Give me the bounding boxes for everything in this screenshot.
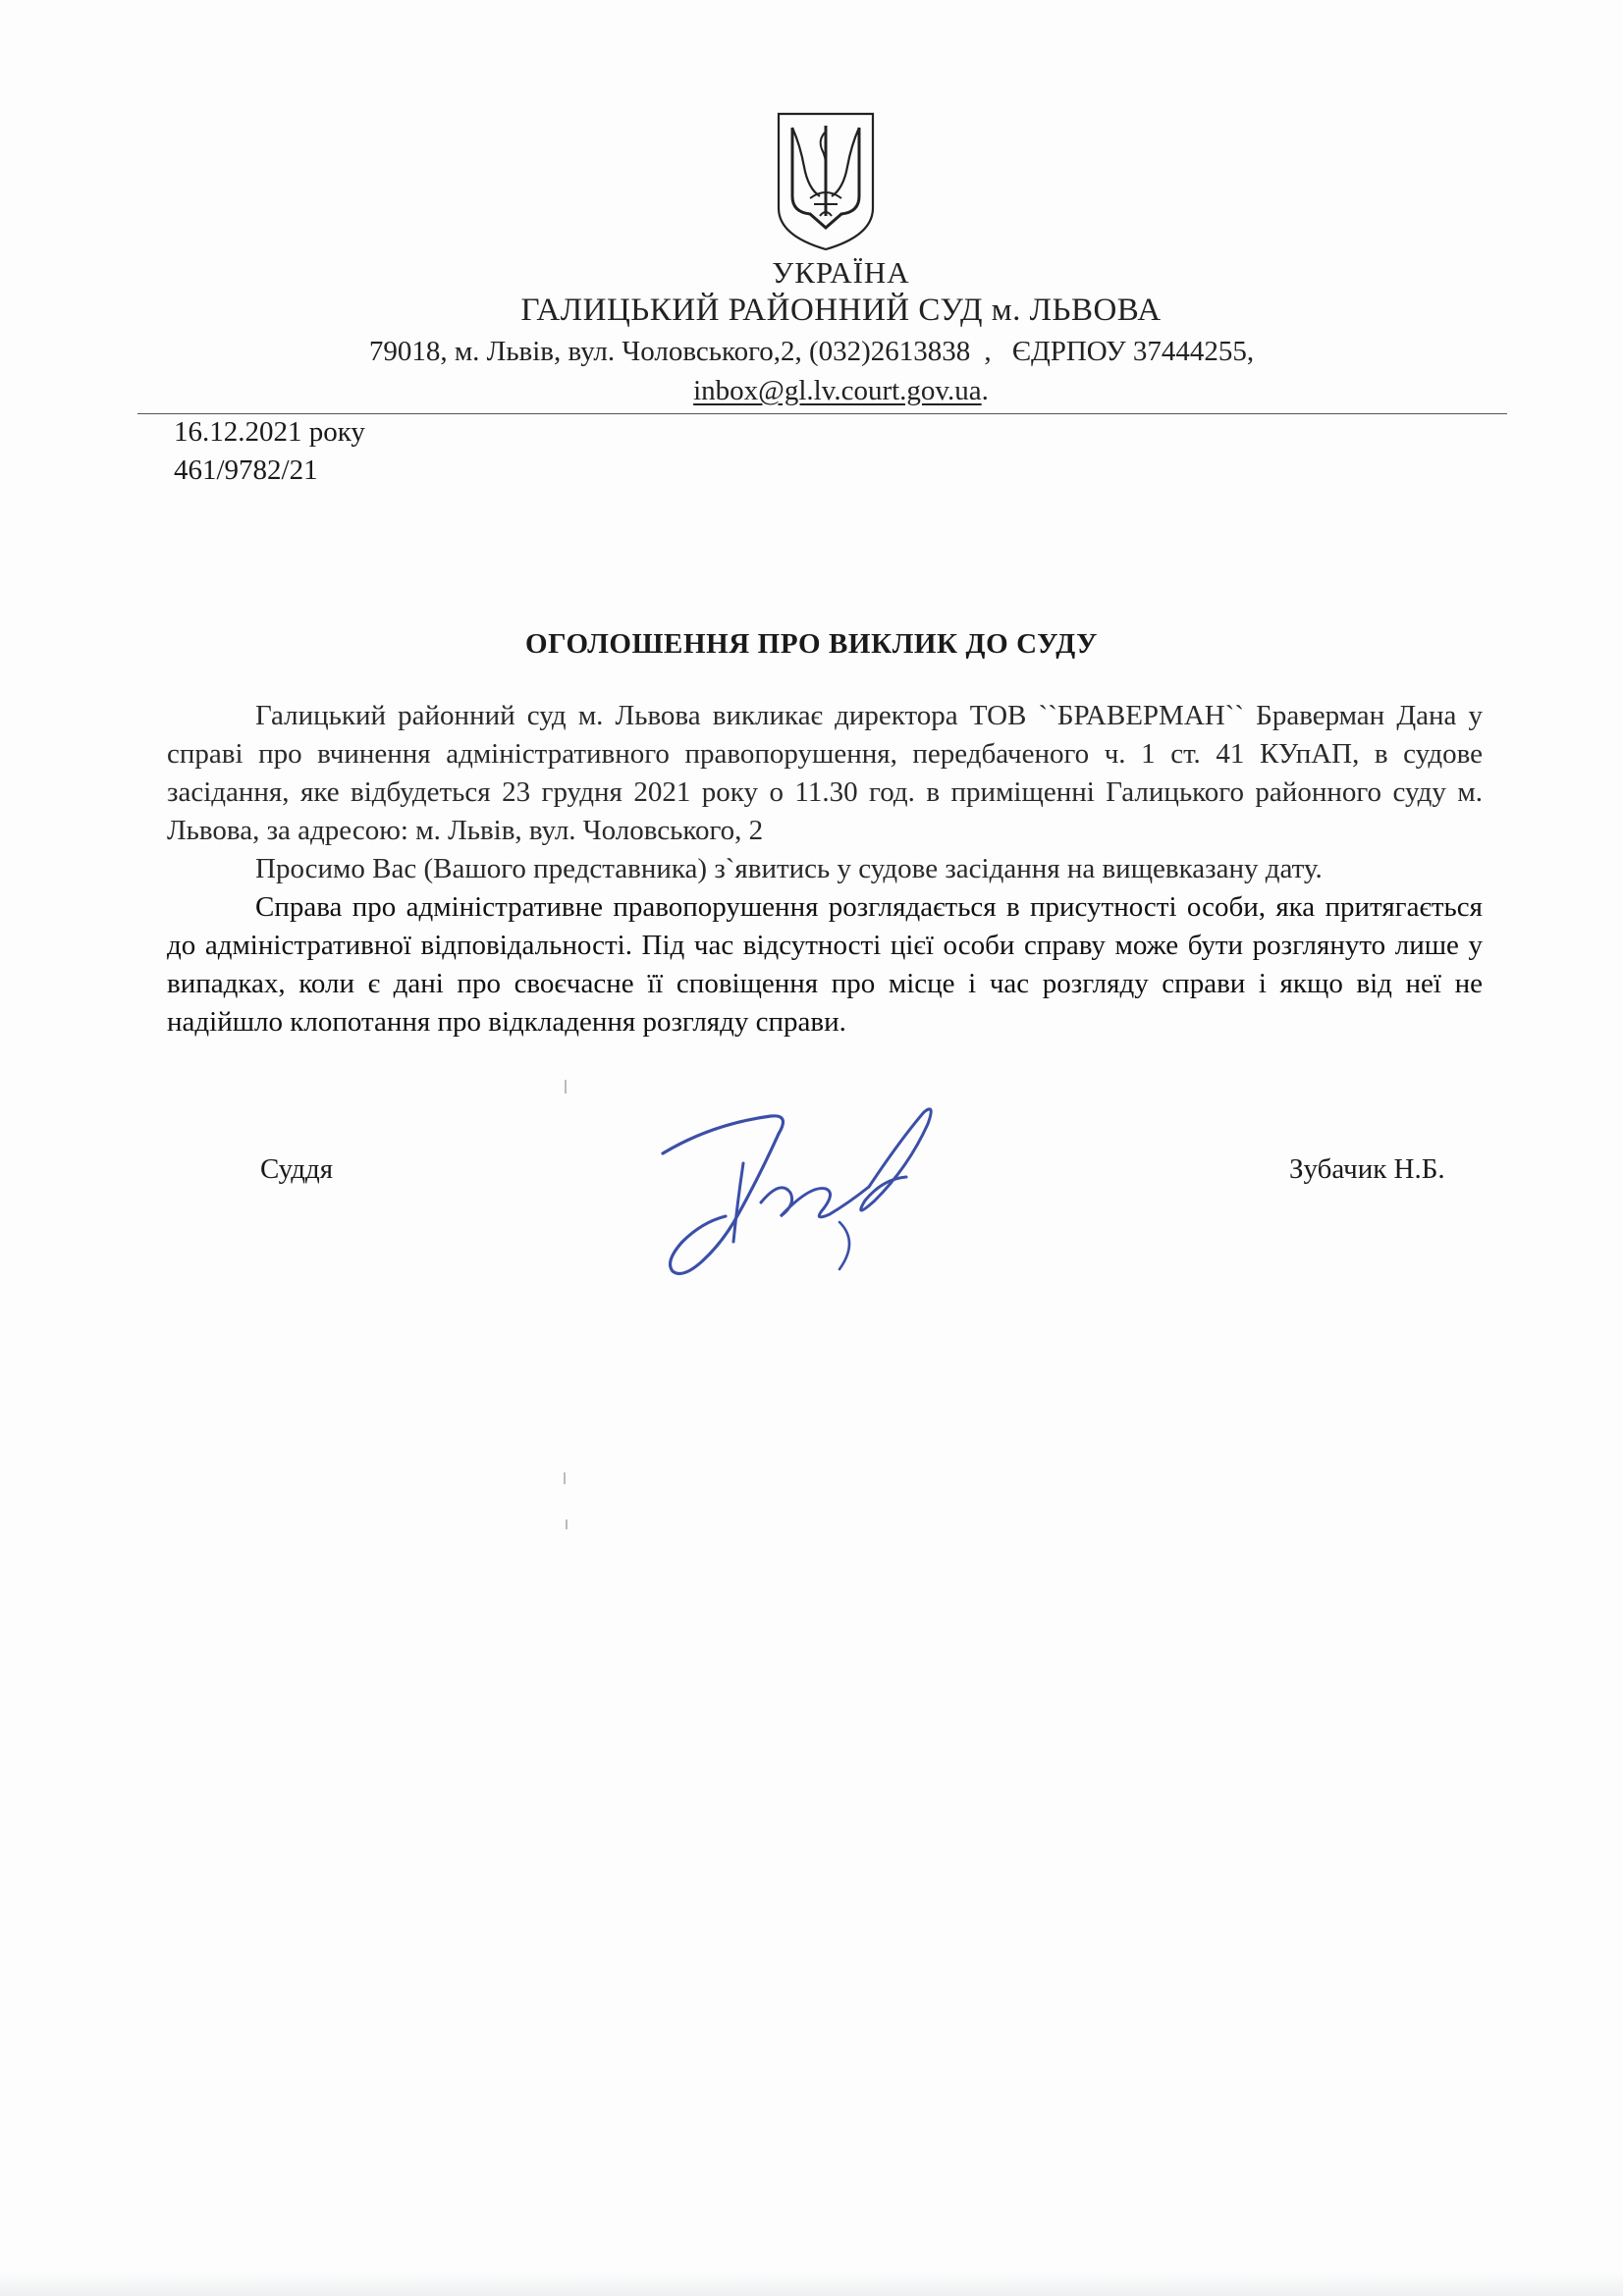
judge-name: Зубачик Н.Б. <box>1289 1153 1445 1185</box>
scan-artifact <box>565 1080 567 1094</box>
document-body <box>167 697 1483 1041</box>
document-title: ОГОЛОШЕННЯ ПРО ВИКЛИК ДО СУДУ <box>525 628 1098 660</box>
document-date: 16.12.2021 року <box>174 416 365 448</box>
scan-bottom-edge <box>0 2272 1623 2296</box>
case-number: 461/9782/21 <box>174 454 318 486</box>
body-paragraph-3: Справа про адміністративне правопорушення розглядається в присутності особи, яка притягається до адміністративної відповідальності. Під час відсутності цієї особи справу може бути розглянуто лише у випадках, коли є дані про своєчасне її сповіщення про місце і час розгляду справи і якщо від неї не надійшло клопотання про відкладення розгляду справи. <box>167 891 1483 1038</box>
court-name: ГАЛИЦЬКИЙ РАЙОННИЙ СУД м. ЛЬВОВА <box>520 293 1162 328</box>
scan-artifact <box>566 1520 568 1529</box>
court-email: inbox@gl.lv.court.gov.ua <box>693 375 982 406</box>
court-address: 79018, м. Львів, вул. Чоловського,2, (032)2613838 <box>368 336 971 367</box>
court-address-line: 79018, м. Львів, вул. Чоловського,2, (032)2613838 , ЄДРПОУ 37444255, <box>368 336 1255 367</box>
court-edrpou: ЄДРПОУ 37444255, <box>1011 336 1255 367</box>
header-divider <box>137 413 1507 414</box>
ukraine-emblem-icon <box>771 106 881 253</box>
scan-artifact <box>564 1472 566 1484</box>
court-email-line: inbox@gl.lv.court.gov.ua. <box>693 375 989 406</box>
judge-signature <box>643 1095 938 1301</box>
body-paragraph-1: Галицький районний суд м. Львова викликає директора ТОВ ``БРАВЕРМАН`` Браверман Дана у справі про вчинення адміністративного правопорушення, передбаченого ч. 1 ст. 41 КУпАП, в судове засідання, яке відбудеться 23 грудня 2021 року о 11.30 год. в приміщенні Галицького районного суду м. Львова, за адресою: м. Львів, вул. Чоловського, 2 <box>167 700 1483 846</box>
country-name: УКРАЇНА <box>772 255 910 290</box>
judge-label: Суддя <box>260 1153 334 1185</box>
body-paragraph-2: Просимо Вас (Вашого представника) з`явитись у судове засідання на вищевказану дату. <box>255 853 1323 884</box>
